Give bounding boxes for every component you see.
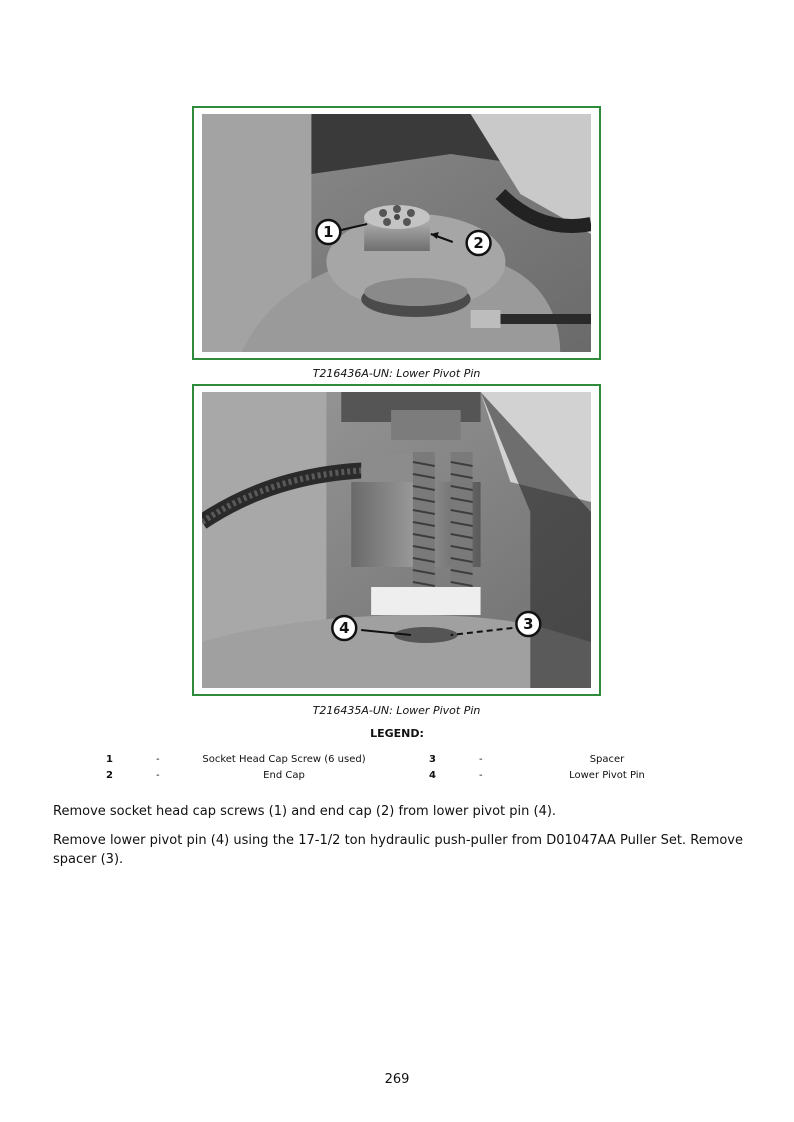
legend-item-label: Spacer <box>589 754 625 765</box>
svg-text:4: 4 <box>339 618 350 638</box>
legend-row <box>0 754 794 770</box>
svg-text:2: 2 <box>473 233 484 253</box>
figure-caption: T216435A-UN: Lower Pivot Pin <box>312 704 481 717</box>
svg-text:1: 1 <box>323 222 334 242</box>
figure-lower-pivot-pin-puller <box>192 384 601 696</box>
legend-dash: - <box>156 754 160 765</box>
legend-dash: - <box>156 770 160 781</box>
legend-dash: - <box>479 770 483 781</box>
legend-item-number: 1 <box>106 754 113 765</box>
photo-hydraulic-puller <box>202 392 591 688</box>
legend-dash: - <box>479 754 483 765</box>
instruction-step-1: Remove socket head cap screws (1) and end cap (2) from lower pivot pin (4). <box>53 804 557 819</box>
svg-text:3: 3 <box>523 614 534 634</box>
legend-item-number: 3 <box>429 754 436 765</box>
legend-item-number: 2 <box>106 770 113 781</box>
callout-3 <box>516 612 540 636</box>
figure-lower-pivot-pin-end-cap <box>192 106 601 360</box>
page-number: 269 <box>384 1072 410 1087</box>
callout-2 <box>467 231 491 255</box>
legend-item-label: Lower Pivot Pin <box>569 770 645 781</box>
legend-item-label: Socket Head Cap Screw (6 used) <box>202 754 366 765</box>
legend-item-number: 4 <box>429 770 436 781</box>
legend-item-label: End Cap <box>263 770 305 781</box>
callout-1 <box>316 220 340 244</box>
callout-4 <box>332 616 356 640</box>
legend-title: LEGEND: <box>370 727 424 740</box>
legend-row <box>0 770 794 786</box>
instruction-step-2: Remove lower pivot pin (4) using the 17-1/2 ton hydraulic push-puller from D01047AA Puller Set. Remove spacer (3). <box>53 833 743 867</box>
photo-end-cap-screws <box>202 114 591 352</box>
figure-caption: T216436A-UN: Lower Pivot Pin <box>312 367 481 380</box>
